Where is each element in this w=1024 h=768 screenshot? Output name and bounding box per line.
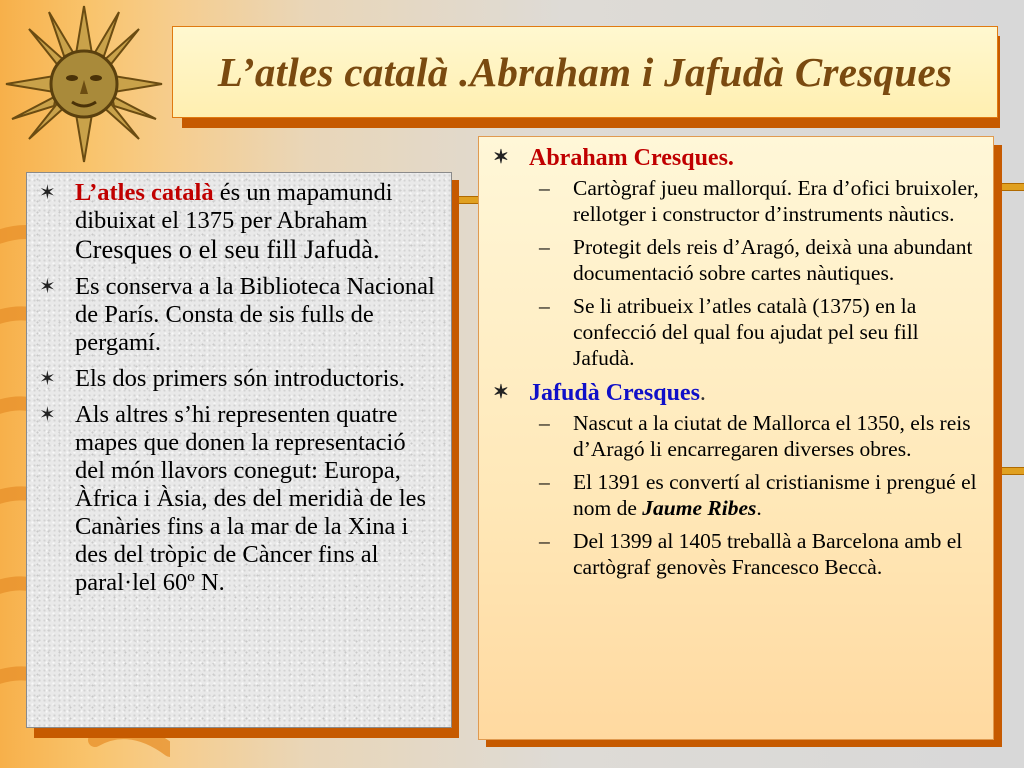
star-bullet-icon: ✶ — [39, 276, 56, 298]
dash-bullet: – — [539, 470, 550, 494]
star-bullet-icon: ✶ — [39, 368, 56, 390]
star-bullet-icon: ✶ — [493, 147, 509, 168]
item-text: Es conserva a la Biblioteca Nacional de París. Consta de sis fulls de pergamí. — [75, 273, 435, 356]
connector-bar-right — [1000, 183, 1024, 191]
atles-lead: L’atles català — [75, 179, 214, 206]
list-item — [493, 410, 979, 462]
left-panel — [26, 172, 452, 728]
jafuda-heading — [493, 378, 979, 408]
list-item — [493, 175, 979, 227]
list-item — [39, 401, 439, 597]
item-text: Als altres s’hi representen quatre mapes que donen la representació del món llavors conegut: Europa, Àfrica i Àsia, des del meridià de les Canàries fins a la mar de la Xina i des del tròpic de Càncer fins al paral·lel 60º N. — [75, 401, 427, 596]
item-text: Cartògraf jueu mallorquí. Era d’ofici bruixoler, rellotger i constructor d’instruments nàutics. — [573, 176, 979, 226]
item-text: El 1391 es convertí al cristianisme i prengué el nom de — [573, 470, 977, 520]
list-item — [493, 528, 979, 580]
dash-bullet: – — [539, 235, 550, 259]
item-text-large: Cresques o el seu fill Jafudà. — [75, 234, 380, 264]
heading-text: Jafudà Cresques — [529, 380, 700, 406]
title-box — [172, 26, 998, 118]
sun-face-icon — [4, 4, 164, 164]
slide-title: L’atles català .Abraham i Jafudà Cresques — [217, 49, 953, 95]
list-item — [493, 469, 979, 521]
item-text: Se li atribueix l’atles català (1375) en la confecció del qual fou ajudat pel seu fill Jafudà. — [573, 294, 919, 370]
list-item — [39, 273, 439, 357]
dash-bullet: – — [539, 176, 550, 200]
left-bullet-list — [39, 179, 439, 597]
abraham-heading — [493, 143, 979, 173]
list-item — [493, 234, 979, 286]
star-bullet-icon: ✶ — [39, 182, 56, 204]
dash-bullet: – — [539, 294, 550, 318]
list-item — [39, 365, 439, 393]
heading-text: Abraham Cresques. — [529, 145, 734, 171]
right-panel — [478, 136, 994, 740]
item-text: Els dos primers són introductoris. — [75, 365, 406, 392]
star-bullet-icon: ✶ — [493, 382, 509, 403]
item-text-end: . — [756, 496, 762, 520]
item-text: Protegit dels reis d’Aragó, deixà una abundant documentació sobre cartes nàutiques. — [573, 235, 973, 285]
item-text: Del 1399 al 1405 treballà a Barcelona amb el cartògraf genovès Francesco Beccà. — [573, 529, 963, 579]
dash-bullet: – — [539, 411, 550, 435]
heading-dot: . — [699, 380, 706, 406]
dash-bullet: – — [539, 529, 550, 553]
star-bullet-icon: ✶ — [39, 404, 56, 426]
connector-bar-right-lower — [1000, 467, 1024, 475]
item-text: Nascut a la ciutat de Mallorca el 1350, els reis d’Aragó li encarregaren diverses obres. — [573, 411, 971, 461]
jaume-ribes-name: Jaume Ribes — [642, 496, 757, 520]
list-item — [493, 293, 979, 371]
list-item — [39, 179, 439, 265]
item-text: és un mapamundi dibuixat el 1375 per Abraham — [75, 179, 393, 234]
